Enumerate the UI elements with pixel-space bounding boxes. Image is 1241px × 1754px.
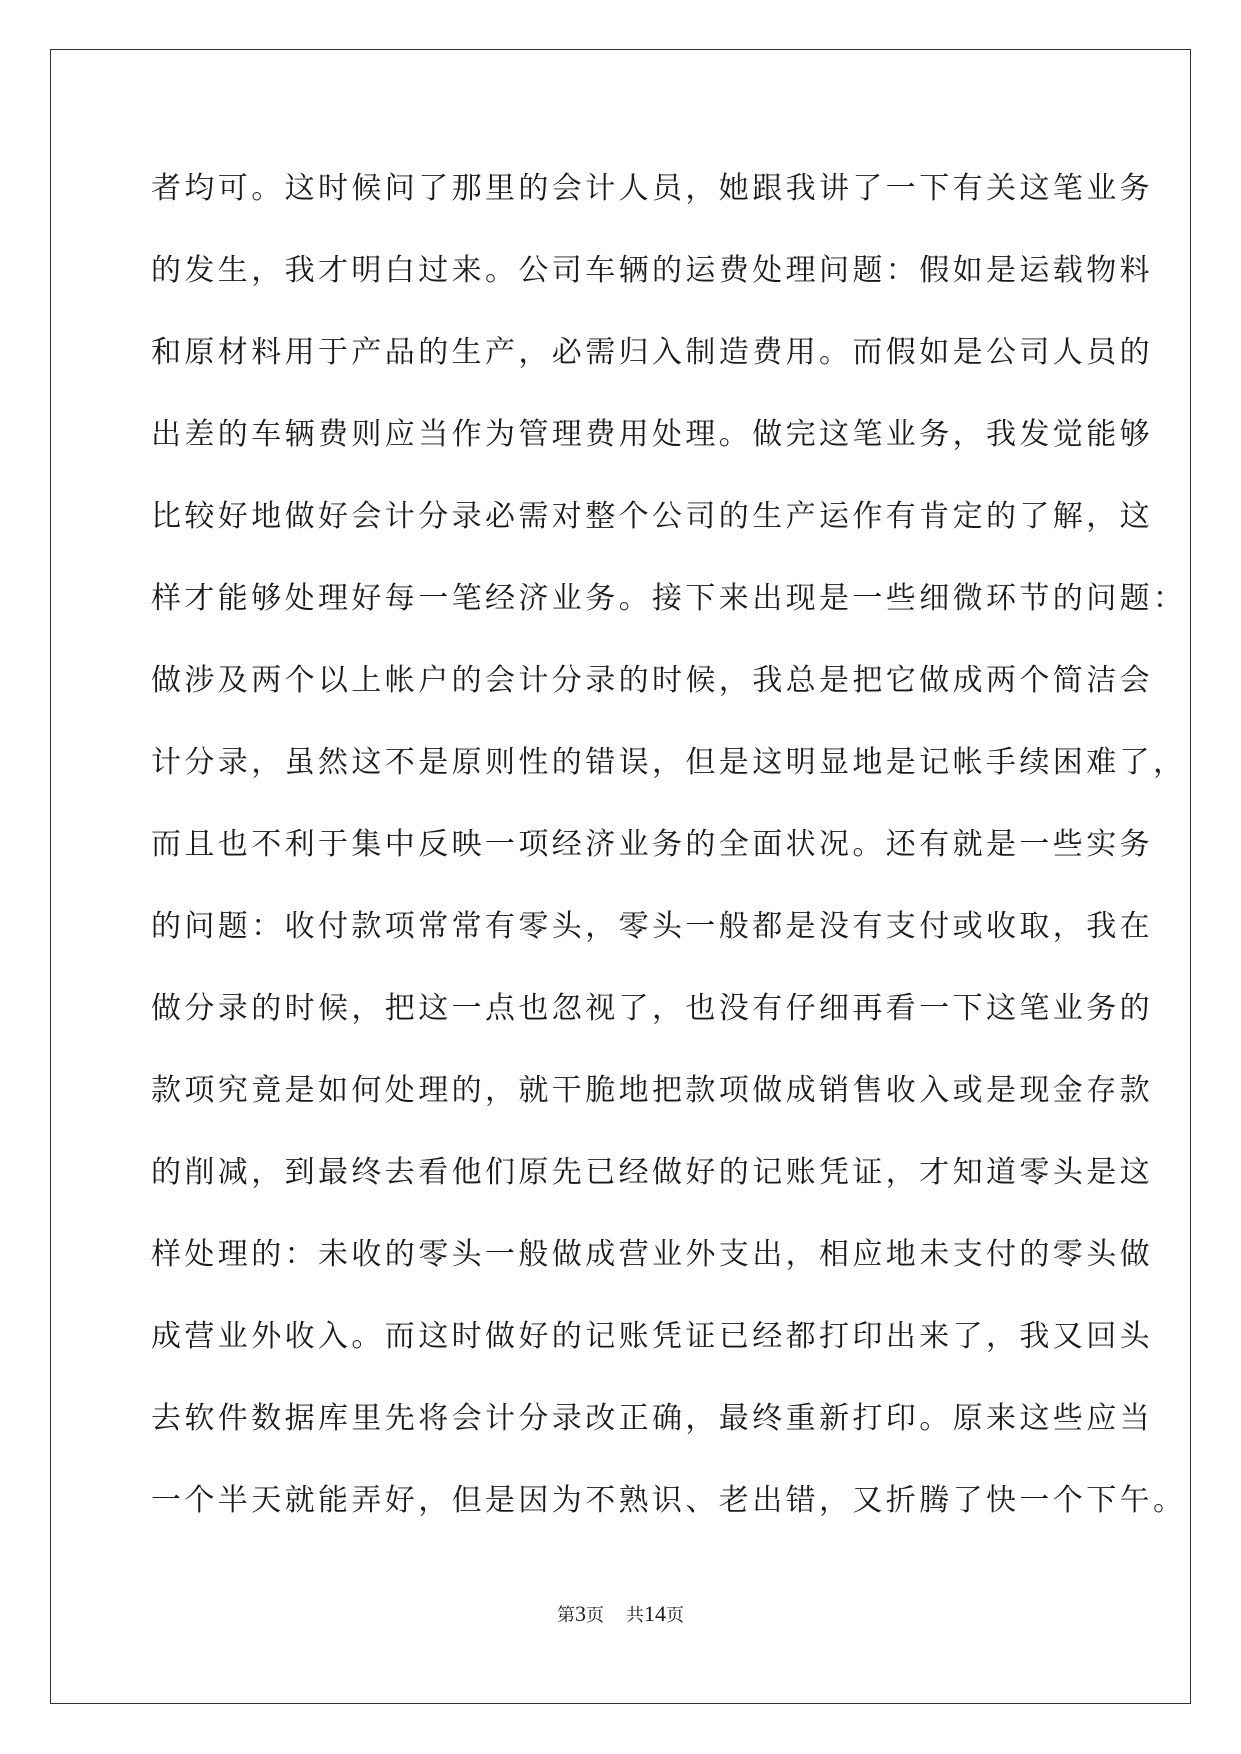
text-line-3: 和原材料用于产品的生产，必需归入制造费用。而假如是公司人员的	[151, 335, 1153, 370]
body-text	[151, 164, 1187, 1558]
text-line-2: 的发生，我才明白过来。公司车辆的运费处理问题：假如是运载物料	[151, 253, 1153, 288]
text-line-9: 而且也不利于集中反映一项经济业务的全面状况。还有就是一些实务	[151, 827, 1153, 862]
text-line-5: 比较好地做好会计分录必需对整个公司的生产运作有肯定的了解，这	[151, 499, 1153, 534]
text-line-15: 成营业外收入。而这时做好的记账凭证已经都打印出来了，我又回头	[151, 1319, 1153, 1354]
page-number: 3	[575, 1601, 586, 1626]
text-line-10: 的问题：收付款项常常有零头，零头一般都是没有支付或收取，我在	[151, 909, 1153, 944]
text-line-16: 去软件数据库里先将会计分录改正确，最终重新打印。原来这些应当	[151, 1401, 1153, 1436]
page-suffix: 页	[586, 1605, 604, 1626]
text-line-11: 做分录的时候，把这一点也忽视了，也没有仔细再看一下这笔业务的	[151, 991, 1153, 1026]
total-prefix: 共	[626, 1605, 644, 1626]
text-line-8: 计分录，虽然这不是原则性的错误，但是这明显地是记帐手续困难了，	[151, 745, 1187, 780]
text-line-1: 者均可。这时候问了那里的会计人员，她跟我讲了一下有关这笔业务	[151, 171, 1153, 206]
total-pages: 14	[644, 1601, 666, 1626]
text-line-12: 款项究竟是如何处理的，就干脆地把款项做成销售收入或是现金存款	[151, 1073, 1153, 1108]
text-line-14: 样处理的：未收的零头一般做成营业外支出，相应地未支付的零头做	[151, 1237, 1153, 1272]
text-line-17: 一个半天就能弄好，但是因为不熟识、老出错，又折腾了快一个下午。	[151, 1483, 1187, 1518]
text-line-6: 样才能够处理好每一笔经济业务。接下来出现是一些细微环节的问题：	[151, 581, 1187, 616]
page-footer	[0, 1601, 1241, 1627]
total-suffix: 页	[666, 1605, 684, 1626]
text-line-13: 的削减，到最终去看他们原先已经做好的记账凭证，才知道零头是这	[151, 1155, 1153, 1190]
text-line-7: 做涉及两个以上帐户的会计分录的时候，我总是把它做成两个简洁会	[151, 663, 1153, 698]
page-prefix: 第	[557, 1605, 575, 1626]
text-line-4: 出差的车辆费则应当作为管理费用处理。做完这笔业务，我发觉能够	[151, 417, 1153, 452]
